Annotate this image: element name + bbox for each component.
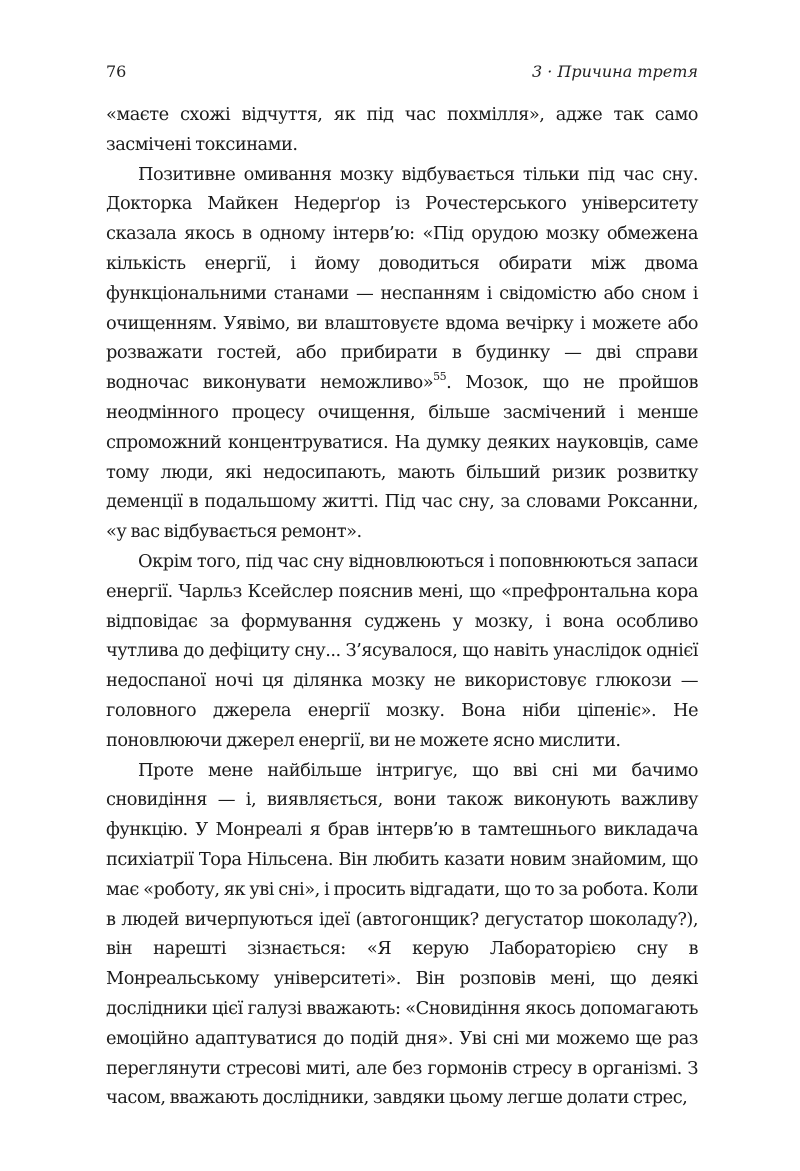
- footnote-reference: 55: [433, 370, 447, 384]
- body-text: [106, 100, 698, 1113]
- page-number: 76: [106, 62, 127, 81]
- paragraph-4: Проте мене найбільше інтригує, що вві сні ми бачимо сновидіння — і, виявляється, вони також виконують важливу функцію. У Монреалі я брав інтерв’ю в тамтешнього викладача психіатрії Тора Нільсена. Він любить казати новим знайомим, що має «роботу, як уві сні», і просить відгадати, що то за робота. Коли в людей вичерпуються ідеї (автогонщик? дегустатор шоколаду?), він нарешті зізнається: «Я керую Лабораторією сну в Монреальському університеті». Він розповів мені, що деякі дослідники цієї галузі вважають: «Сновидіння якось допомагають емоційно адаптуватися до подій дня». Уві сні ми можемо ще раз переглянути стресові миті, але без гормонів стресу в організмі. З часом, вважають дослідники, завдяки цьому легше долати стрес,: [106, 759, 698, 1109]
- paragraph-2: [106, 160, 698, 547]
- paragraph-2-text-after: . Мозок, що не пройшов неодмінного процесу очищення, більше засмічений і менше спроможний концентруватися. На думку деяких науковців, саме тому люди, які недосипають, мають більший ризик розвитку деменції в подальшому житті. Під час сну, за словами Роксанни, «у вас відбувається ремонт».: [106, 372, 698, 543]
- paragraph-2-text-before: Позитивне омивання мозку відбувається тільки під час сну. Докторка Майкен Недерґор із Рочестерського університету сказала якось в одному інтерв’ю: «Під орудою мозку обмежена кількість енергії, і йому доводиться обирати між двома функціональними станами — неспанням і свідомістю або сном і очищенням. Уявімо, ви влаштовуєте вдома вечірку і можете або розважати гостей, або прибирати в будинку — дві справи водночас виконувати неможливо»: [106, 163, 698, 394]
- paragraph-1: «маєте схожі відчуття, як під час похмілля», адже так само засмічені токсинами.: [106, 104, 698, 155]
- paragraph-3: Окрім того, під час сну відновлюються і поповнюються запаси енергії. Чарльз Ксейслер пояснив мені, що «префронтальна кора відповідає за формування суджень у мозку, і вона особливо чутлива до дефіциту сну... З’ясувалося, що навіть унаслідок однієї недоспаної ночі ця ділянка мозку не використовує глюкози — головного джерела енергії мозку. Вона ніби ціпеніє». Не поновлюючи джерел енергії, ви не можете ясно мислити.: [106, 550, 698, 751]
- running-head: 3 · Причина третя: [531, 62, 698, 81]
- page-header: [106, 62, 698, 86]
